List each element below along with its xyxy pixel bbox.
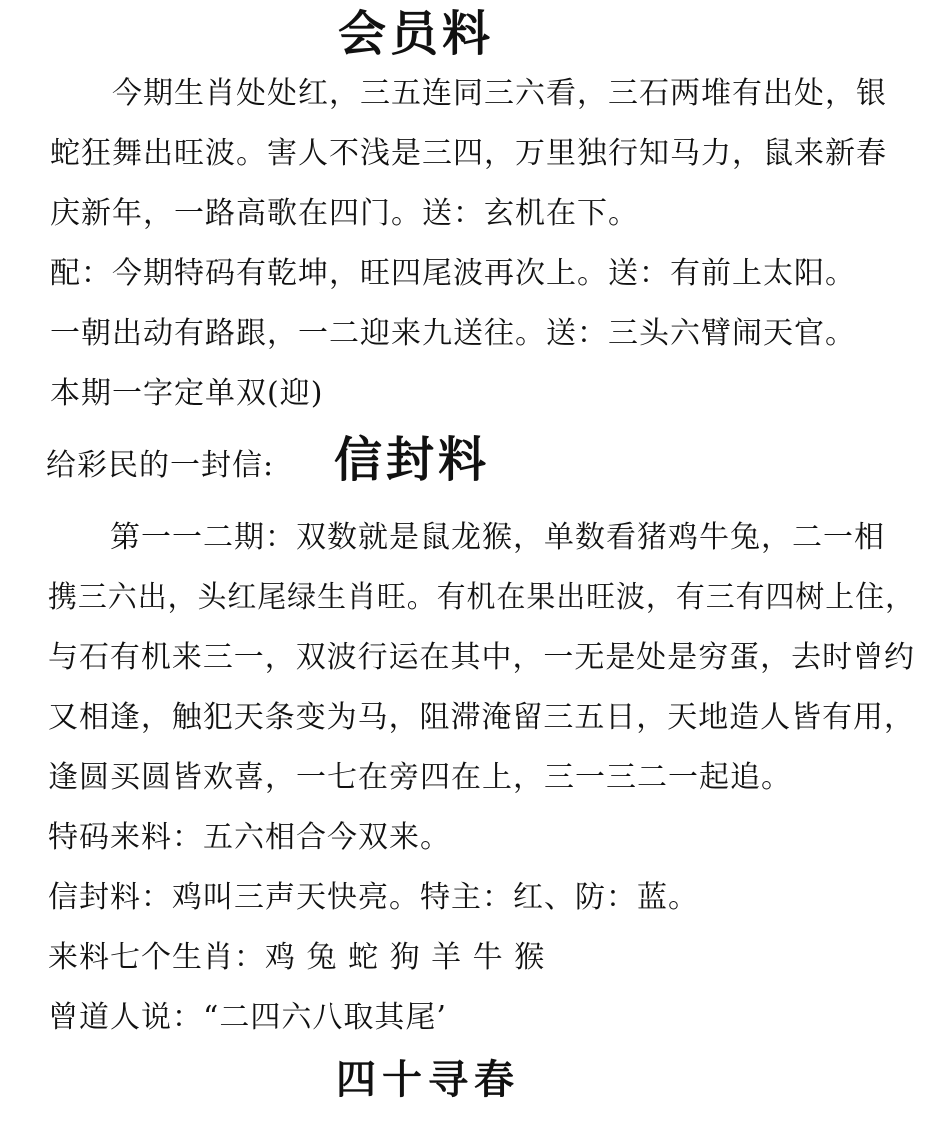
envelope-tips-line-2: 携三六出，头红尾绿生肖旺。有机在果出旺波，有三有四树上住， [48, 580, 915, 615]
special-code-line: 特码来料：五六相合今双来。 [48, 820, 451, 855]
envelope-tips-line-4: 又相逢，触犯天条变为马，阻滞淹留三五日，天地造人皆有用， [48, 700, 915, 735]
member-tips-line-2: 蛇狂舞出旺波。害人不浅是三四，万里独行知马力，鼠来新春 [50, 136, 887, 171]
member-tips-line-3: 庆新年，一路高歌在四门。送：玄机在下。 [50, 196, 639, 231]
member-tips-line-4: 配：今期特码有乾坤，旺四尾波再次上。送：有前上太阳。 [50, 256, 856, 291]
member-tips-line-1: 今期生肖处处红，三五连同三六看，三石两堆有出处，银 [112, 76, 887, 111]
envelope-tips-line-3: 与石有机来三一，双波行运在其中，一无是处是穷蛋，去时曾约 [48, 640, 915, 675]
envelope-tips-title: 信封料 [334, 432, 491, 488]
forty-spring-title: 四十寻春 [336, 1056, 520, 1103]
seven-zodiac-line: 来料七个生肖：鸡 兔 蛇 狗 羊 牛 猴 [48, 940, 546, 975]
member-tips-title: 会员料 [338, 6, 495, 62]
letter-lead-text: 给彩民的一封信: [46, 448, 275, 483]
member-tips-line-6: 本期一字定单双(迎) [50, 376, 324, 411]
envelope-line: 信封料：鸡叫三声天快亮。特主：红、防：蓝。 [48, 880, 699, 915]
member-tips-line-5: 一朝出动有路跟，一二迎来九送往。送：三头六臂闹天官。 [50, 316, 856, 351]
envelope-tips-line-5: 逢圆买圆皆欢喜，一七在旁四在上，三一三二一起追。 [48, 760, 792, 795]
daoist-says-line: 曾道人说：“二四六八取其尾’ [48, 1000, 447, 1035]
envelope-tips-line-1: 第一一二期：双数就是鼠龙猴，单数看猪鸡牛兔，二一相 [110, 520, 885, 555]
